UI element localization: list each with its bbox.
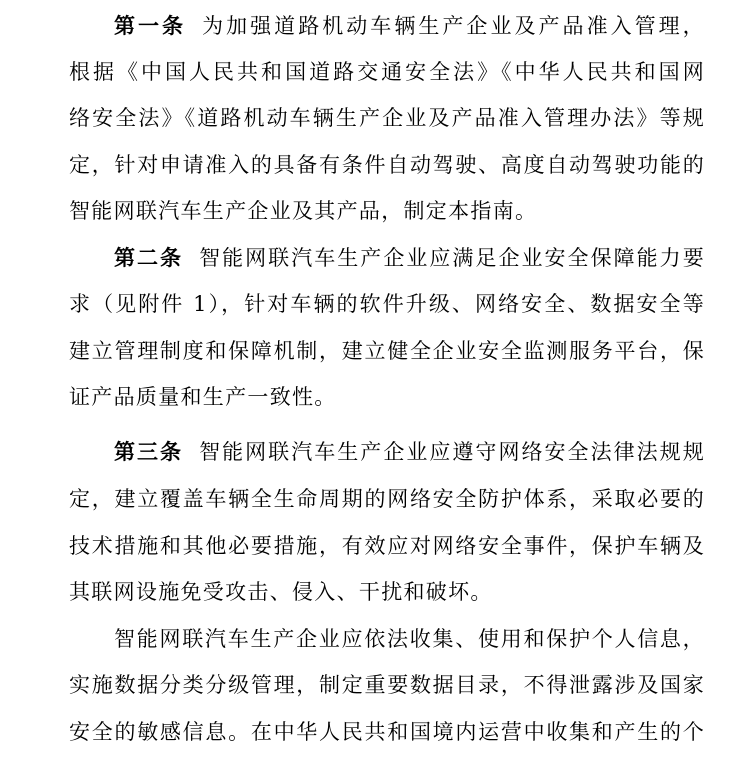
article1-text-1: 为加强道路机动车辆生产企业及产品准入管理， bbox=[202, 14, 705, 38]
article2-line-1 bbox=[114, 238, 705, 278]
article1-line-4: 定，针对申请准入的具备有条件自动驾驶、高度自动驾驶功能的 bbox=[69, 153, 705, 177]
article2-line-4: 证产品质量和生产一致性。 bbox=[69, 385, 337, 409]
paragraph4-line-1: 智能网联汽车生产企业应依法收集、使用和保护个人信息， bbox=[114, 627, 705, 651]
article3-text-1: 智能网联汽车生产企业应遵守网络安全法律法规规 bbox=[199, 440, 705, 464]
article3-label: 第三条 bbox=[114, 439, 184, 464]
article2-text-1: 智能网联汽车生产企业应满足企业安全保障能力要 bbox=[199, 246, 705, 270]
article1-line-2: 根据《中国人民共和国道路交通安全法》《中华人民共和国网 bbox=[69, 60, 705, 84]
article1-line-5: 智能网联汽车生产企业及其产品，制定本指南。 bbox=[69, 199, 538, 223]
article1-label: 第一条 bbox=[114, 13, 187, 38]
article2-line-2: 求（见附件 1），针对车辆的软件升级、网络安全、数据安全等 bbox=[69, 292, 705, 316]
paragraph4-line-2: 实施数据分类分级管理，制定重要数据目录，不得泄露涉及国家 bbox=[69, 673, 705, 697]
article3-line-3: 技术措施和其他必要措施，有效应对网络安全事件，保护车辆及 bbox=[69, 534, 705, 558]
article3-line-2: 定，建立覆盖车辆全生命周期的网络安全防护体系，采取必要的 bbox=[69, 487, 705, 511]
article1-line-1 bbox=[114, 6, 705, 46]
article2-line-3: 建立管理制度和保障机制，建立健全企业安全监测服务平台，保 bbox=[69, 339, 705, 363]
article1-line-3: 络安全法》《道路机动车辆生产企业及产品准入管理办法》等规 bbox=[69, 106, 705, 130]
article3-line-4: 其联网设施免受攻击、侵入、干扰和破坏。 bbox=[69, 580, 493, 604]
paragraph4-line-3: 安全的敏感信息。在中华人民共和国境内运营中收集和产生的个 bbox=[69, 720, 705, 744]
article2-label: 第二条 bbox=[114, 245, 184, 270]
article3-line-1 bbox=[114, 432, 705, 472]
